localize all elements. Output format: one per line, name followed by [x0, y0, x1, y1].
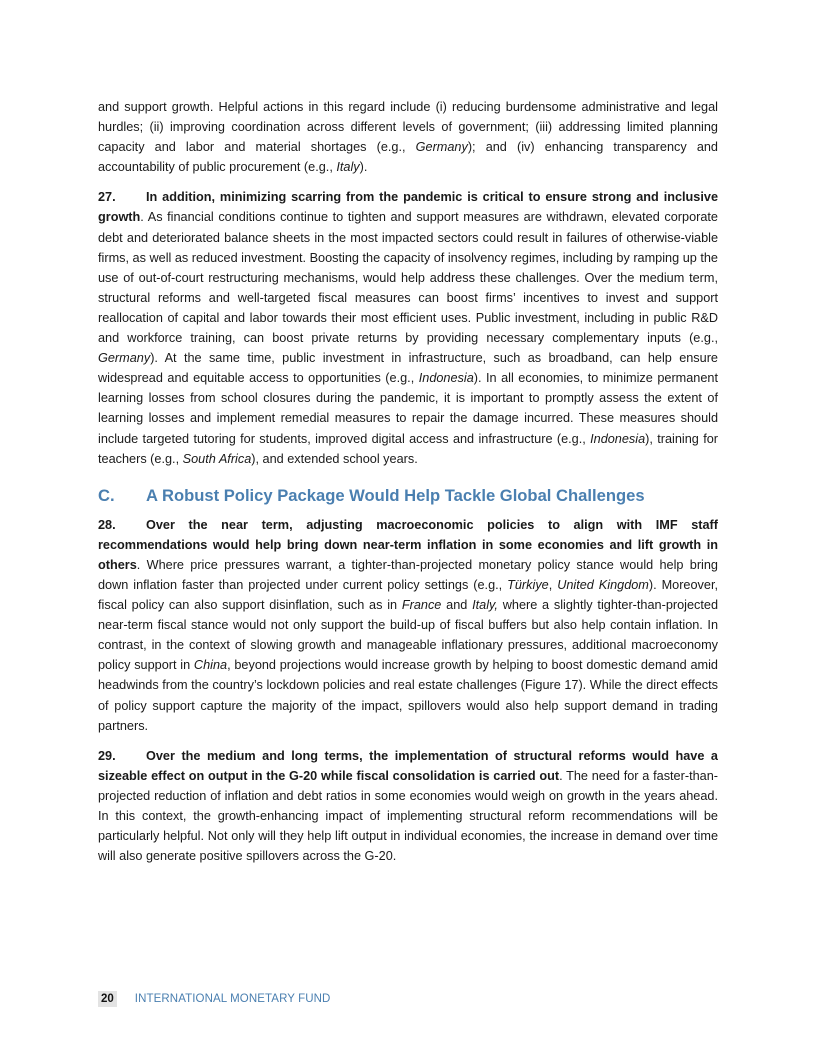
- page-number: 20: [98, 991, 117, 1007]
- paragraph-number: 27.: [98, 190, 116, 205]
- text: and support growth. Helpful actions in this regard include (i) reducing burdensome administrative and legal hurdles; (ii) improving coordination across different levels of government; (iii) addressing limited planning capacity and labor and material shortages (e.g.,: [98, 100, 718, 155]
- text: . As financial conditions continue to tighten and support measures are withdrawn, elevated corporate debt and deteriorated balance sheets in the most impacted sectors could result in failures of otherwise-viable firms, as well as reduced investment. Boosting the capacity of insolvency regimes, including by ramping up the use of out-of-court restructuring mechanisms, would help address these challenges. Over the medium term, structural reforms and well-targeted fiscal measures can boost firms’ incentives to invest and support reallocation of capital and labor towards their most efficient uses. Public investment, including in public R&D and workforce training, can boost private returns by providing necessary complementary inputs (e.g.,: [98, 210, 718, 346]
- section-heading-c: [98, 485, 718, 507]
- footer-organization: INTERNATIONAL MONETARY FUND: [134, 993, 331, 1005]
- country-italic: Germany: [415, 140, 468, 155]
- text: , beyond projections would increase growth by helping to boost domestic demand amid headwinds from the country’s lockdown policies and real estate challenges (Figure 17). While the direct effects of policy support capture the majority of the impact, spillovers would also help support demand in trading partners.: [98, 658, 718, 733]
- text: ). In all economies, to minimize permanent learning losses from school closures during the pandemic, it is important to promptly assess the extent of learning losses and implement remedial measures to repair the damage incurred. These measures should include targeted tutoring for students, improved digital access and infrastructure (e.g.,: [98, 371, 718, 446]
- country-italic: South Africa: [182, 451, 252, 466]
- text: ). At the same time, public investment in infrastructure, such as broadband, can help ensure widespread and equitable access to opportunities (e.g.,: [98, 351, 718, 386]
- text: . The need for a faster-than-projected reduction of inflation and debt ratios in some economies would weigh on growth in the years ahead. In this context, the growth-enhancing impact of implementing structural reform recommendations will be particularly helpful. Not only will they help lift output in individual economies, the increase in demand over time will also generate positive spillovers across the G-20.: [98, 768, 718, 864]
- country-italic: Germany: [98, 351, 151, 366]
- paragraph-number: 28.: [98, 517, 116, 532]
- country-italic: Italy,: [472, 598, 498, 613]
- country-italic: France: [401, 598, 442, 613]
- page-footer: [98, 991, 330, 1007]
- text: . Where price pressures warrant, a tighter-than-projected monetary policy stance would help bring down inflation faster than projected under current policy settings (e.g.,: [98, 557, 718, 592]
- text: and: [441, 598, 473, 613]
- text: ), training for teachers (e.g.,: [98, 431, 718, 466]
- country-italic: United Kingdom: [557, 577, 649, 592]
- country-italic: Türkiye: [507, 577, 549, 592]
- paragraph-27: [98, 187, 718, 468]
- paragraph-lead: In addition, minimizing scarring from the pandemic is critical to ensure strong and inclusive growth: [98, 190, 718, 225]
- text: ,: [548, 577, 558, 592]
- section-title: A Robust Policy Package Would Help Tackle Global Challenges: [146, 485, 645, 505]
- country-italic: Indonesia: [590, 431, 646, 446]
- paragraph-lead: Over the near term, adjusting macroeconomic policies to align with IMF staff recommendations would help bring down near-term inflation in some economies and lift growth in others: [98, 517, 718, 572]
- page-body: [98, 97, 718, 866]
- country-italic: China: [193, 658, 228, 673]
- text: ); and (iv) enhancing transparency and accountability of public procurement (e.g.,: [98, 140, 718, 175]
- text: where a slightly tighter-than-projected near-term fiscal stance would not only support the build-up of fiscal buffers but also help contain inflation. In contrast, in the context of slowing growth and manageable inflationary pressures, additional macroeconomy policy support in: [98, 598, 719, 673]
- paragraph-28: [98, 515, 718, 736]
- text: ). Moreover, fiscal policy can also support disinflation, such as in: [98, 577, 718, 613]
- paragraph-number: 29.: [98, 748, 116, 763]
- section-letter: C.: [98, 485, 115, 505]
- paragraph-29: [98, 746, 718, 867]
- paragraph-intro-continued: [98, 97, 718, 177]
- text: ), and extended school years.: [251, 451, 418, 466]
- text: ).: [359, 160, 368, 175]
- country-italic: Italy: [336, 160, 360, 175]
- country-italic: Indonesia: [418, 371, 474, 386]
- paragraph-lead: Over the medium and long terms, the implementation of structural reforms would have a sizeable effect on output in the G-20 while fiscal consolidation is carried out: [98, 748, 718, 783]
